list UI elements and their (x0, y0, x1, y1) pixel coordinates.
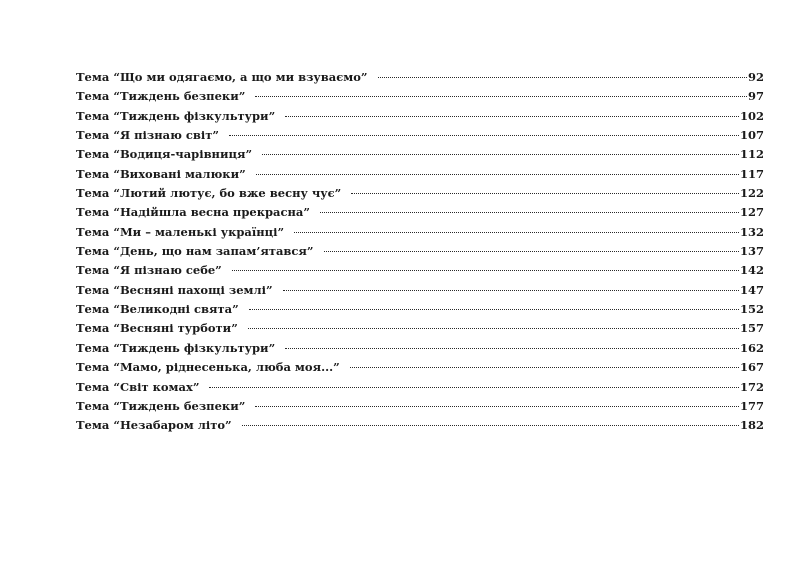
toc-entry-page-number: 112 (739, 147, 764, 162)
toc-dot-leader (229, 135, 739, 136)
toc-dot-leader (351, 193, 739, 194)
toc-entry-title: “День, що нам запам’ятався” (113, 244, 314, 259)
toc-entry-title: “Незабаром літо” (113, 418, 232, 433)
toc-entry-prefix: Тема (76, 128, 110, 143)
toc-entry (76, 263, 764, 282)
toc-entry (76, 341, 764, 360)
toc-entry (76, 147, 764, 166)
toc-dot-leader (285, 348, 739, 349)
toc-entry-page-number: 127 (739, 205, 764, 220)
toc-entry (76, 167, 764, 186)
toc-entry (76, 244, 764, 263)
toc-entry-title: “Великодні свята” (113, 302, 239, 317)
toc-entry-prefix: Тема (76, 282, 110, 297)
toc-entry-prefix: Тема (76, 263, 110, 278)
toc-entry-title: “Тиждень безпеки” (113, 89, 246, 104)
toc-dot-leader (242, 425, 739, 426)
toc-entry-prefix: Тема (76, 302, 110, 317)
toc-entry-title: “Надійшла весна прекрасна” (113, 205, 310, 220)
toc-entry (76, 128, 764, 147)
toc-dot-leader (255, 406, 739, 407)
toc-entry-prefix: Тема (76, 379, 110, 394)
toc-entry-title: “Тиждень фізкультури” (113, 340, 276, 355)
toc-entry-prefix: Тема (76, 418, 110, 433)
toc-entry-title: “Тиждень фізкультури” (113, 108, 276, 123)
toc-entry-page-number: 147 (739, 282, 764, 297)
toc-dot-leader (320, 212, 739, 213)
toc-entry-title: “Виховані малюки” (113, 166, 246, 181)
toc-entry (76, 225, 764, 244)
toc-entry-title: “Світ комах” (113, 379, 200, 394)
toc-entry-page-number: 172 (739, 379, 764, 394)
toc-entry (76, 380, 764, 399)
toc-entry-title: “Я пізнаю світ” (113, 128, 219, 143)
toc-entry-page-number: 142 (739, 263, 764, 278)
toc-entry-title: “Я пізнаю себе” (113, 263, 222, 278)
toc-entry-title: “Весняні турботи” (113, 321, 238, 336)
toc-entry (76, 399, 764, 418)
toc-entry-prefix: Тема (76, 108, 110, 123)
toc-entry-prefix: Тема (76, 166, 110, 181)
toc-entry-prefix: Тема (76, 321, 110, 336)
toc-dot-leader (249, 309, 739, 310)
toc-entry-prefix: Тема (76, 398, 110, 413)
toc-dot-leader (350, 367, 739, 368)
toc-entry-prefix: Тема (76, 147, 110, 162)
toc-entry-page-number: 182 (739, 418, 764, 433)
toc-entry-page-number: 97 (747, 89, 764, 104)
toc-entry-page-number: 152 (739, 302, 764, 317)
toc-entry (76, 186, 764, 205)
toc-dot-leader (248, 328, 739, 329)
toc-entry-title: “Що ми одягаємо, а що ми взуваємо” (113, 70, 368, 84)
toc-entry-title: “Ми – маленькі українці” (113, 224, 285, 239)
toc-entry (76, 302, 764, 321)
toc-entry-prefix: Тема (76, 244, 110, 259)
toc-entry-title: “Лютий лютує, бо вже весну чує” (113, 186, 342, 201)
toc-dot-leader (232, 270, 739, 271)
toc-entry-page-number: 107 (739, 128, 764, 143)
toc-entry-page-number: 162 (739, 340, 764, 355)
toc-dot-leader (378, 77, 747, 78)
toc-entry-page-number: 102 (739, 108, 764, 123)
toc-dot-leader (324, 251, 739, 252)
toc-entry-page-number: 167 (739, 360, 764, 375)
toc-entry-page-number: 177 (739, 398, 764, 413)
toc-entry-title: “Тиждень безпеки” (113, 398, 246, 413)
toc-entry-prefix: Тема (76, 186, 110, 201)
toc-dot-leader (283, 290, 739, 291)
toc-entry-title: “Весняні пахощі землі” (113, 282, 273, 297)
toc-entry-title: “Водиця-чарівниця” (113, 147, 253, 162)
toc-entry (76, 89, 764, 108)
toc-entry-title: “Мамо, ріднесенька, люба моя...” (113, 360, 340, 375)
toc-entry (76, 109, 764, 128)
toc-entry-page-number: 132 (739, 224, 764, 239)
toc-dot-leader (209, 387, 739, 388)
toc-entry (76, 360, 764, 379)
toc-entry-page-number: 122 (739, 186, 764, 201)
toc-entry-page-number: 137 (739, 244, 764, 259)
toc-dot-leader (262, 154, 739, 155)
toc-entry-prefix: Тема (76, 70, 110, 84)
toc-entry (76, 283, 764, 302)
toc-entry-prefix: Тема (76, 224, 110, 239)
toc-dot-leader (294, 232, 739, 233)
toc-entry-page-number: 117 (739, 166, 764, 181)
toc-entry-prefix: Тема (76, 205, 110, 220)
toc-entry (76, 418, 764, 437)
toc-dot-leader (256, 174, 739, 175)
toc-entry-prefix: Тема (76, 340, 110, 355)
toc-entry-prefix: Тема (76, 360, 110, 375)
toc-entry-prefix: Тема (76, 89, 110, 104)
toc-dot-leader (285, 116, 739, 117)
toc-entry-page-number: 157 (739, 321, 764, 336)
toc-entry (76, 70, 764, 89)
toc-dot-leader (255, 96, 747, 97)
toc-entry (76, 321, 764, 340)
table-of-contents (76, 70, 764, 438)
toc-entry (76, 205, 764, 224)
toc-entry-page-number: 92 (747, 70, 764, 84)
